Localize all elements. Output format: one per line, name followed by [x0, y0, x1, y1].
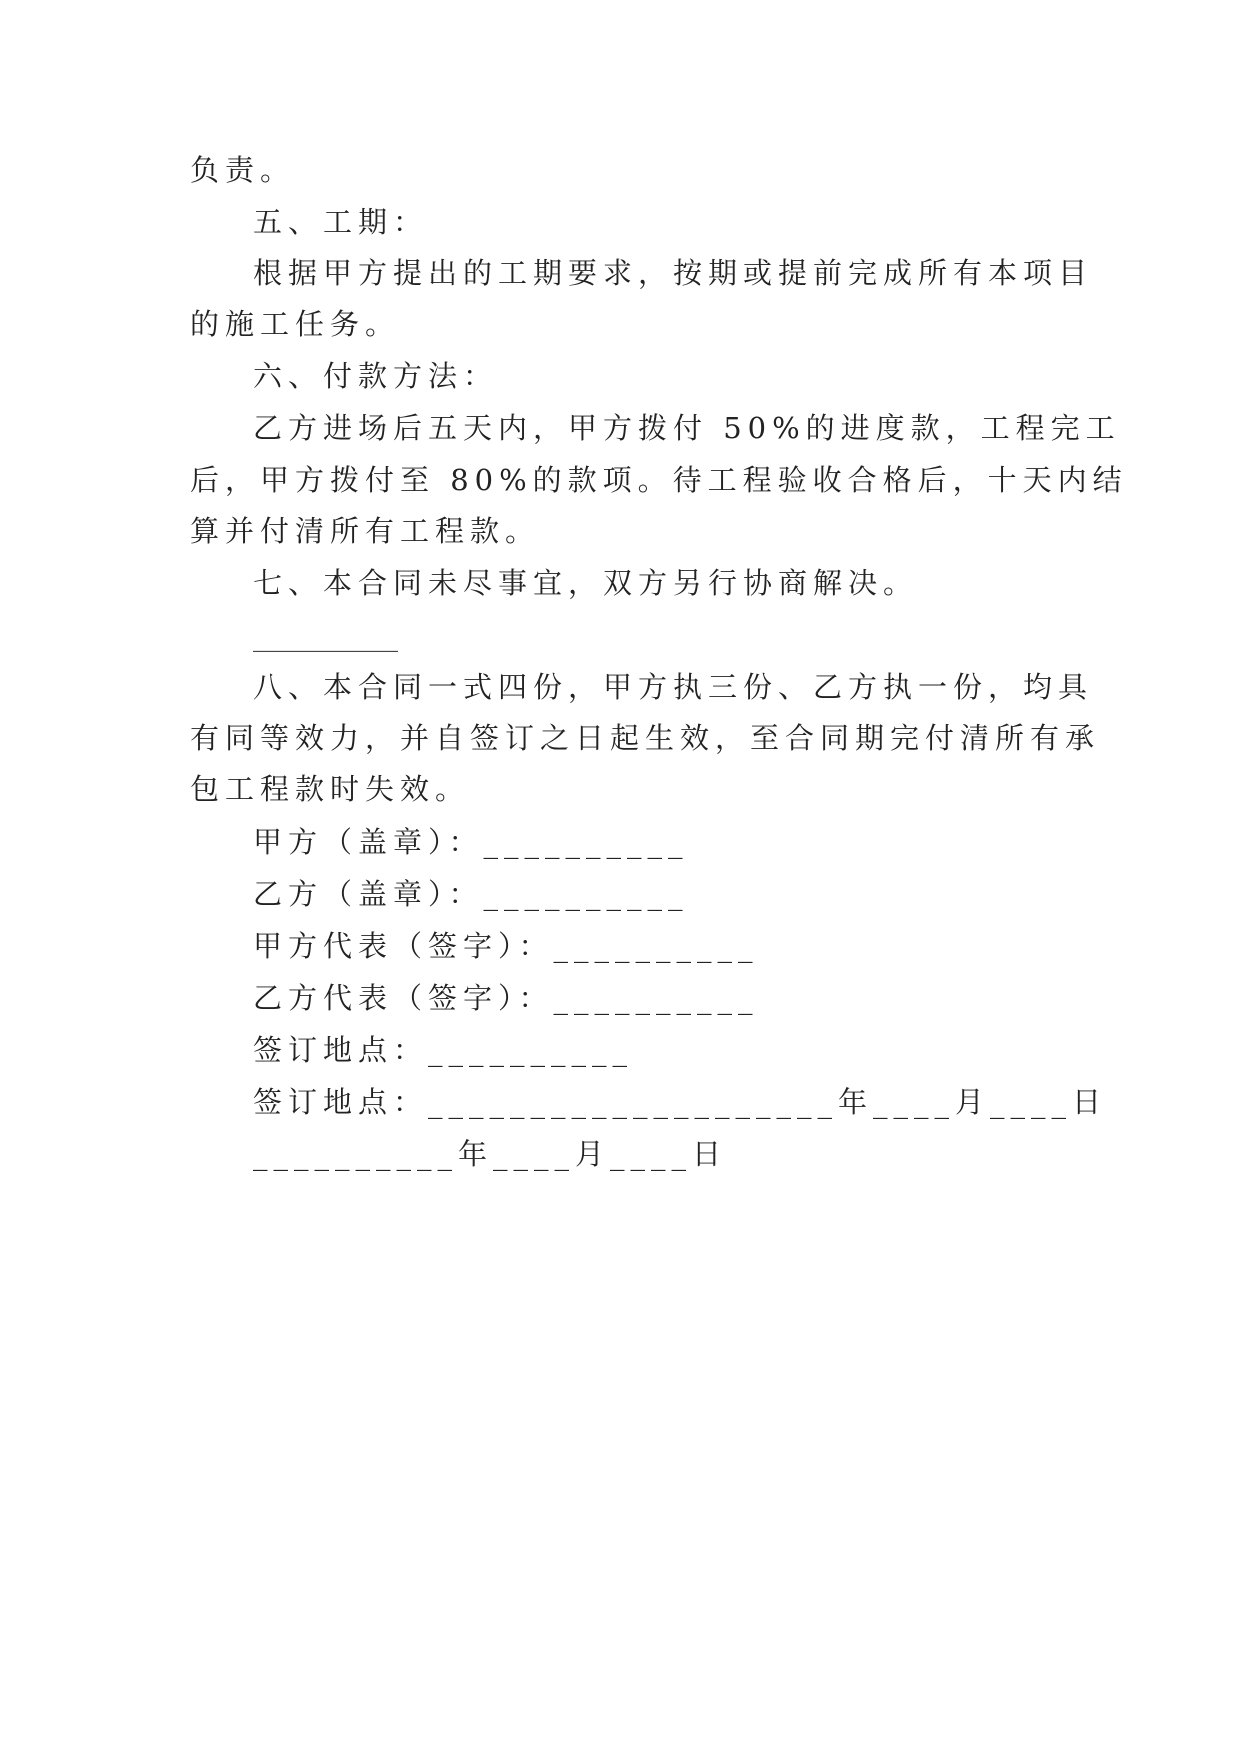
paragraph-line: 包工程款时失效。 [190, 772, 471, 806]
paragraph-line: 算并付清所有工程款。 [190, 514, 541, 548]
paragraph-line: 八、本合同一式四份，甲方执三份、乙方执一份，均具 [253, 670, 1094, 704]
paragraph-line: 的施工任务。 [190, 307, 401, 341]
party-b-representative-line: 乙方代表（签字）：__________ [253, 981, 759, 1015]
paragraph-line: 后，甲方拨付至 80%的款项。待工程验收合格后，十天内结 [190, 463, 1128, 497]
paragraph-line: 负责。 [190, 153, 296, 187]
paragraph-line: 根据甲方提出的工期要求，按期或提前完成所有本项目 [253, 256, 1094, 290]
section-heading-payment: 六、付款方法： [253, 359, 499, 393]
party-a-seal-line: 甲方（盖章）：__________ [253, 825, 689, 859]
blank-underline: __________ [253, 618, 398, 652]
paragraph-line: 乙方进场后五天内，甲方拨付 50%的进度款，工程完工 [253, 411, 1121, 445]
section-heading-schedule: 五、工期： [253, 205, 429, 239]
signing-place-date-line: 签订地点：____________________年____月____日 [253, 1085, 1108, 1119]
section-heading-other: 七、本合同未尽事宜，双方另行协商解决。 [253, 566, 919, 600]
party-b-seal-line: 乙方（盖章）：__________ [253, 877, 689, 911]
party-a-representative-line: 甲方代表（签字）：__________ [253, 929, 759, 963]
date-line: __________年____月____日 [253, 1137, 728, 1171]
signing-place-line: 签订地点：__________ [253, 1033, 634, 1067]
paragraph-line: 有同等效力，并自签订之日起生效，至合同期完付清所有承 [190, 721, 1101, 755]
